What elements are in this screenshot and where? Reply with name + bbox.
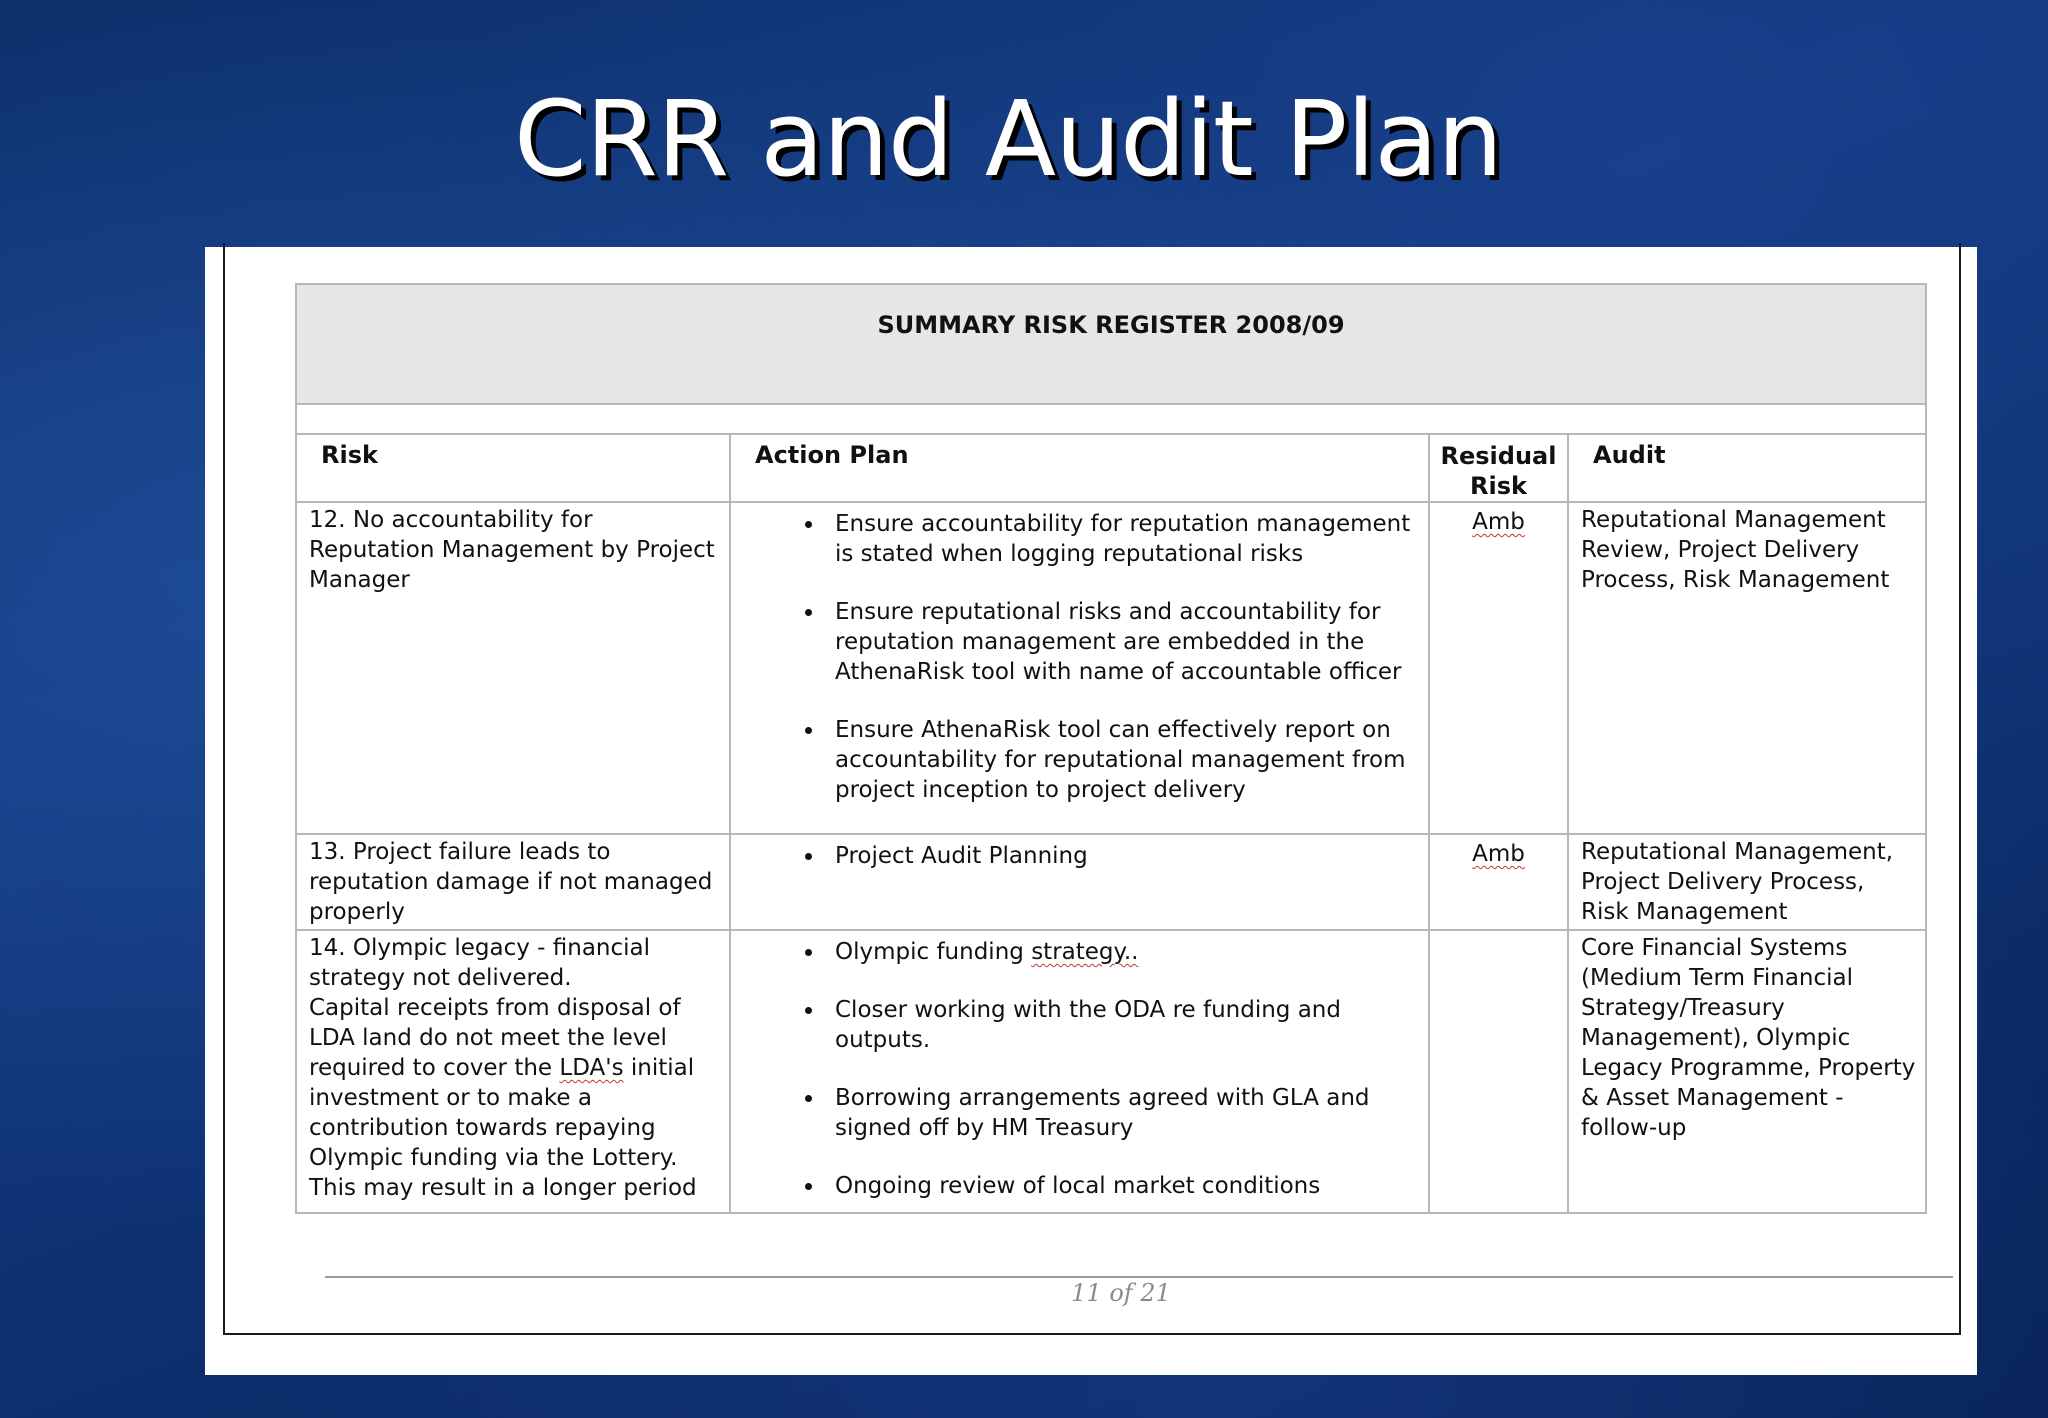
action-item: • Ensure AthenaRisk tool can effectively report on accountability for reputational management from project inception to project delivery xyxy=(825,715,1418,805)
risk-cell: 13. Project failure leads to reputation damage if not managed properly xyxy=(296,834,730,930)
action-item xyxy=(825,937,1418,967)
slide-title: CRR and Audit Plan xyxy=(514,78,1502,200)
residual-risk-cell xyxy=(1429,502,1568,834)
risk-cell xyxy=(296,930,730,1213)
action-plan-cell xyxy=(730,834,1429,930)
header-audit: Audit xyxy=(1568,434,1926,502)
flagged-word: strategy.. xyxy=(1031,939,1139,965)
table-row xyxy=(296,502,1926,834)
action-item: • Project Audit Planning xyxy=(825,841,1418,871)
spacer-row xyxy=(296,404,1926,434)
risk-text: initial investment or to make a contribution towards repaying Olympic funding via the Lottery. This may result in a longer period xyxy=(309,1055,697,1201)
action-item: • Ensure accountability for reputation management is stated when logging reputational risks xyxy=(825,509,1418,569)
action-item: • Ensure reputational risks and accountability for reputation management are embedded in the AthenaRisk tool with name of accountable officer xyxy=(825,597,1418,687)
header-residual-line1: Residual xyxy=(1440,442,1557,470)
table-row xyxy=(296,834,1926,930)
audit-cell: Reputational Management Review, Project Delivery Process, Risk Management xyxy=(1568,502,1926,834)
risk-text: Capital receipts from disposal of LDA land do not meet the level required to cover the xyxy=(309,995,681,1081)
action-plan-cell xyxy=(730,930,1429,1213)
action-item: • Ongoing review of local market conditions xyxy=(825,1171,1418,1201)
table-row xyxy=(296,930,1926,1213)
action-item: • Closer working with the ODA re funding and outputs. xyxy=(825,995,1418,1055)
risk-cell: 12. No accountability for Reputation Management by Project Manager xyxy=(296,502,730,834)
flagged-word: LDA's xyxy=(559,1055,624,1081)
action-item: • Borrowing arrangements agreed with GLA and signed off by HM Treasury xyxy=(825,1083,1418,1143)
register-title: SUMMARY RISK REGISTER 2008/09 xyxy=(296,284,1926,404)
action-text: Olympic funding xyxy=(835,939,1032,965)
residual-risk-value: Amb xyxy=(1472,841,1525,867)
action-plan-cell xyxy=(730,502,1429,834)
footer-divider xyxy=(325,1276,1953,1278)
header-residual-risk xyxy=(1429,434,1568,502)
audit-cell: Reputational Management, Project Delivery Process, Risk Management xyxy=(1568,834,1926,930)
header-action-plan: Action Plan xyxy=(730,434,1429,502)
audit-cell: Core Financial Systems (Medium Term Financial Strategy/Treasury Management), Olympic Legacy Programme, Property & Asset Management - follow-up xyxy=(1568,930,1926,1213)
header-risk: Risk xyxy=(296,434,730,502)
residual-risk-cell xyxy=(1429,834,1568,930)
residual-risk-value: Amb xyxy=(1472,509,1525,535)
page-number: 11 of 21 xyxy=(1071,1279,1171,1307)
risk-line: 14. Olympic legacy - financial strategy not delivered. xyxy=(309,935,651,991)
header-row xyxy=(296,434,1926,502)
risk-register-table xyxy=(295,283,1927,1214)
header-residual-line2: Risk xyxy=(1470,472,1527,500)
residual-risk-cell xyxy=(1429,930,1568,1213)
document-page xyxy=(205,247,1977,1375)
